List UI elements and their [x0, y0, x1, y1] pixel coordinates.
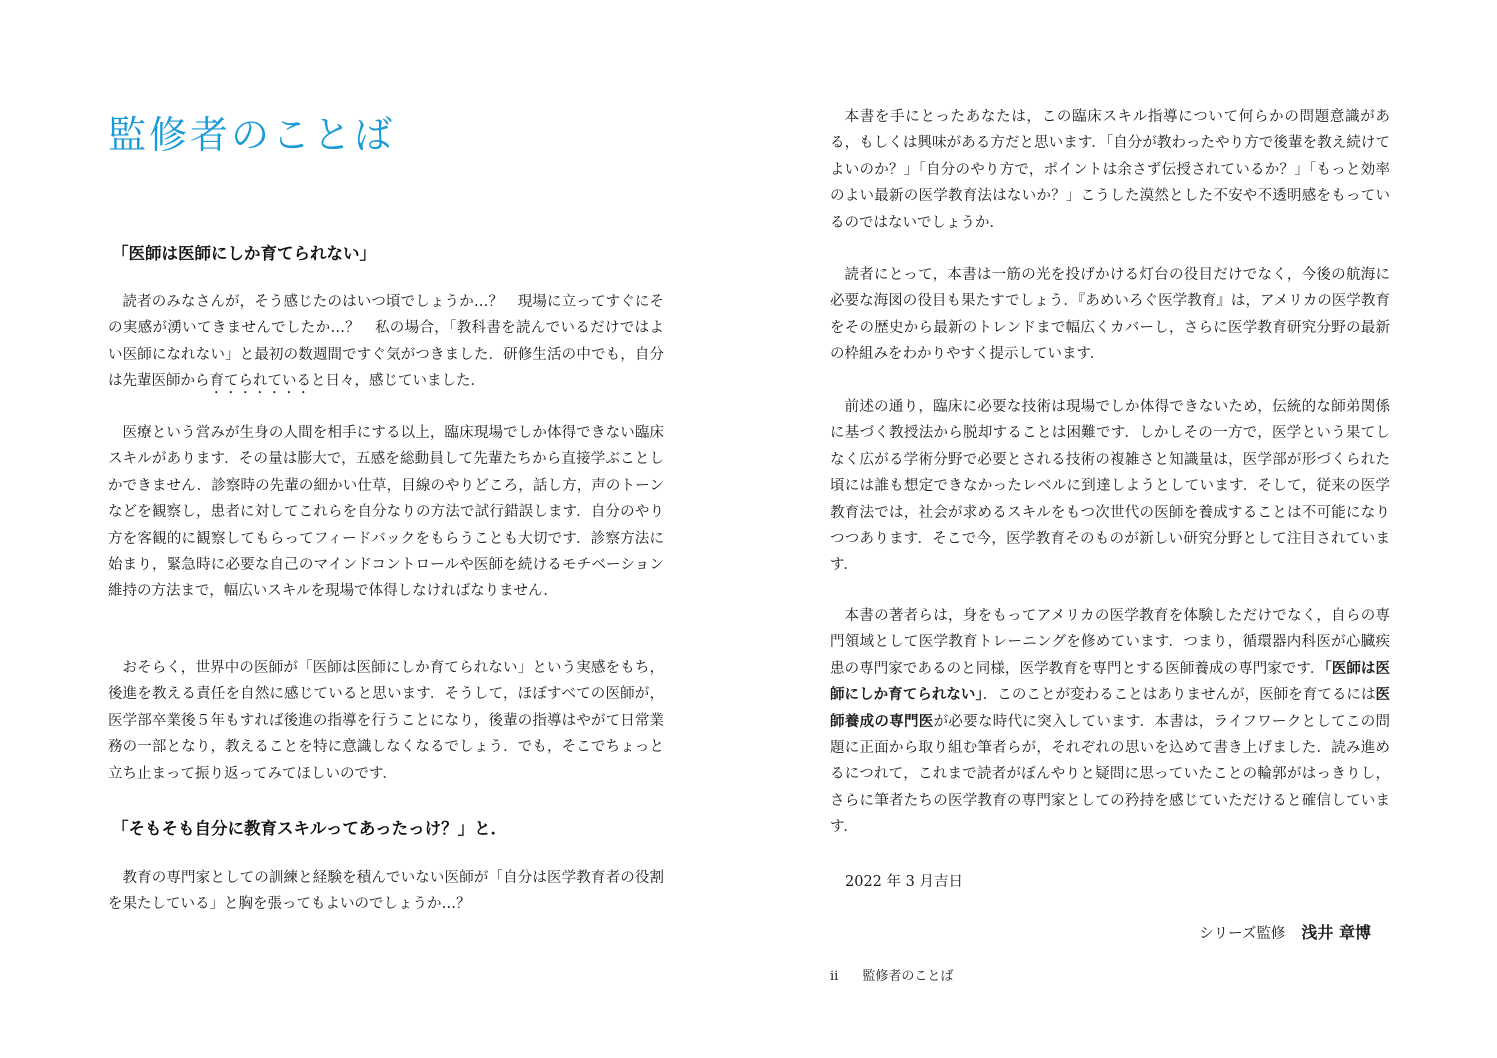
running-title: 監修者のことば — [862, 969, 954, 984]
right-paragraph-1: 本書を手にとったあなたは，この臨床スキル指導について何らかの問題意識がある，もしくは興味がある方だと思います．「自分が教わったやり方で後輩を教え続けてよいのか？」「自分のやり方で，ポイントは余さず伝授されているか？」「もっと効率のよい最新の医学教育法はないか？」こうした漠然とした不安や不透明感をもっているのではないでしょうか． — [830, 109, 1390, 231]
left-paragraph-3: おそらく，世界中の医師が「医師は医師にしか育てられない」という実感をもち，後進を教える責任を自然に感じていると思います．そうして，ほぼすべての医師が，医学部卒業後５年もすれば後進の指導を行うことになり，後輩の指導はやがて日常業務の一部となり，教えることを特に意識しなくなるでしょう．でも，そこでちょっと立ち止まって振り返ってみてほしいのです． — [108, 660, 664, 782]
emphasis-dotted-text: 育てられている — [209, 373, 311, 390]
left-paragraph-4: 教育の専門家としての訓練と経験を積んでいない医師が「自分は医学教育者の役割を果たしている」と胸を張ってもよいのでしょうか…？ — [108, 870, 664, 913]
page-title: 監修者のことば — [108, 113, 396, 157]
bold-term: 医師養成の専門医 — [830, 687, 1391, 730]
signature — [1199, 920, 1371, 943]
left-paragraph-1-text-b: と日々，感じていました． — [311, 373, 485, 390]
right-paragraph-4-text-b: ．このことが変わることはありませんが，医師を育てるには — [982, 687, 1376, 704]
heading-quote-1: 「医師は医師にしか育てられない」 — [112, 244, 376, 263]
left-paragraph-2: 医療という営みが生身の人間を相手にする以上，臨床現場でしか体得できない臨床スキルがあります．その量は膨大で，五感を総動員して先輩たちから直接学ぶことしかできません．診察時の先輩の細かい仕草，目線のやりどころ，話し方，声のトーンなどを観察し，患者に対してこれらを自分なりの方法で試行錯誤します．自分のやり方を客観的に観察してもらってフィードバックをもらうことも大切です．診察方法に始まり，緊急時に必要な自己のマインドコントロールや医師を続けるモチベーション維持の方法まで，幅広いスキルを現場で体得しなければなりません． — [108, 425, 664, 600]
signature-role: シリーズ監修 — [1199, 926, 1286, 942]
left-paragraph-1 — [108, 289, 664, 397]
heading-quote-2: 「そもそも自分に教育スキルってあったっけ？」と． — [112, 819, 508, 838]
left-paragraph-1-text-a: 読者のみなさんが，そう感じたのはいつ頃でしょうか…？ 現場に立ってすぐにその実感が湧いてきませんでしたか…？ 私の場合，「教科書を読んでいるだけではよい医師になれない」と最初の数週間ですぐ気がつきました．研修生活の中でも，自分は先輩医師から — [108, 294, 664, 390]
right-paragraph-4 — [830, 603, 1390, 841]
signature-name: 浅井 章博 — [1301, 923, 1371, 942]
page-number: ii — [830, 969, 839, 984]
date: 2022 年 3 月吉日 — [845, 874, 963, 890]
right-paragraph-2: 読者にとって，本書は一筋の光を投げかける灯台の役目だけでなく，今後の航海に必要な海図の役目も果たすでしょう．『あめいろぐ医学教育』は，アメリカの医学教育をその歴史から最新のトレンドまで幅広くカバーし，さらに医学教育研究分野の最新の枠組みをわかりやすく提示しています． — [830, 267, 1390, 363]
page-footer — [830, 965, 953, 984]
right-paragraph-4-text-a: 本書の著者らは，身をもってアメリカの医学教育を体験しただけでなく，自らの専門領域として医学教育トレーニングを修めています．つまり，循環器内科医が心臓疾患の専門家であるのと同様，医学教育を専門とする医師養成の専門家です． — [830, 608, 1390, 677]
right-paragraph-4-text-c: が必要な時代に突入しています．本書は，ライフワークとしてこの問題に正面から取り組む筆者らが，それぞれの思いを込めて書き上げました．読み進めるにつれて，これまで読者がぼんやりと疑問に思っていたことの輪郭がはっきりし，さらに筆者たちの医学教育の専門家としての矜持を感じていただけると確信しています． — [830, 713, 1391, 836]
bold-quote: 「医師は医師にしか育てられない」 — [830, 660, 1390, 704]
right-paragraph-3: 前述の通り，臨床に必要な技術は現場でしか体得できないため，伝統的な師弟関係に基づく教授法から脱却することは困難です．しかしその一方で，医学という果てしなく広がる学術分野で必要とされる技術の複雑さと知識量は，医学部が形づくられた頃には誰も想定できなかったレベルに到達しようとしています．そして，従来の医学教育法では，社会が求めるスキルをもつ次世代の医師を養成することは不可能になりつつあります．そこで今，医学教育そのものが新しい研究分野として注目されています． — [830, 399, 1390, 574]
